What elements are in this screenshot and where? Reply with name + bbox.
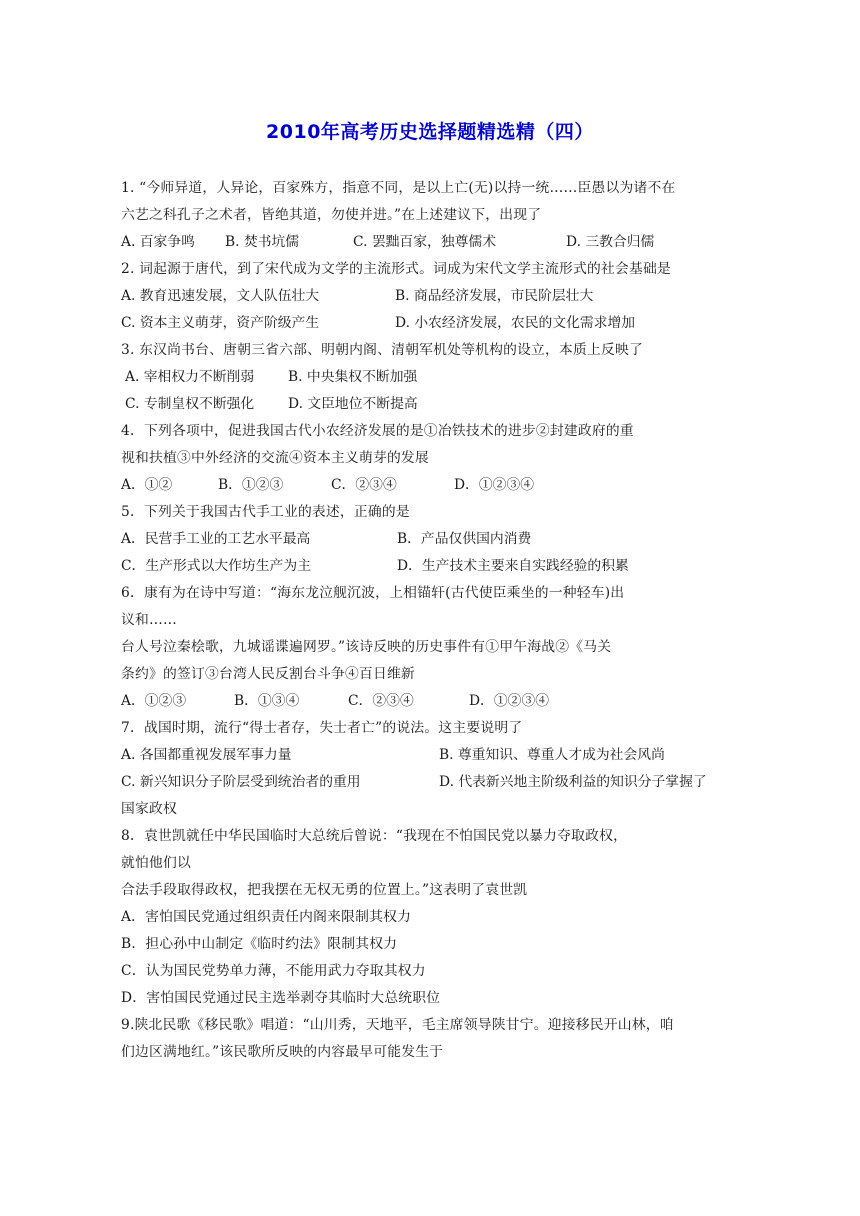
option-c: C. 新兴知识分子阶层受到统治者的重用 [121, 774, 361, 790]
question-8-stem-cont: 合法手段取得政权，把我摆在无权无勇的位置上。”这表明了袁世凯 [121, 882, 528, 898]
question-5-options-row1 [121, 526, 741, 553]
question-6-stem-cont: 议和…… [121, 612, 177, 628]
question-2-options-row1 [121, 283, 741, 310]
option-a: A．①②③ [121, 693, 187, 709]
question-9-stem-cont: 们边区满地红。”该民歌所反映的内容最早可能发生于 [121, 1044, 444, 1060]
question-4-options [121, 472, 741, 499]
option-a: A. 百家争鸣 [121, 234, 195, 250]
option-b: B. 尊重知识、尊重人才成为社会风尚 [439, 747, 665, 763]
question-2-options-row2 [121, 310, 741, 337]
option-d: D．①②③④ [454, 477, 535, 493]
question-8-stem-cont: 就怕他们以 [121, 855, 191, 871]
option-b: B．担心孙中山制定《临时约法》限制其权力 [121, 936, 398, 952]
page-title: 2010年高考历史选择题精选精（四） [266, 121, 594, 143]
option-d: D. 文臣地位不断提高 [288, 396, 418, 412]
question-3-options-row2 [121, 391, 741, 418]
option-c: C．②③④ [348, 693, 414, 709]
option-d: D．生产技术主要来自实践经验的积累 [397, 558, 629, 574]
option-c: C．认为国民党势单力薄，不能用武力夺取其权力 [121, 963, 426, 979]
option-d: D．①②③④ [469, 693, 550, 709]
question-9-stem: 9.陕北民歌《移民歌》唱道：“山川秀，天地平，毛主席领导陕甘宁。迎接移民开山林，咱 [121, 1017, 674, 1033]
option-b: B. 中央集权不断加强 [288, 369, 418, 385]
option-c: C. 罢黜百家，独尊儒术 [353, 234, 497, 250]
question-7-options-row1 [121, 742, 741, 769]
question-5-stem: 5．下列关于我国古代手工业的表述，正确的是 [121, 504, 410, 520]
question-3-options-row1 [121, 364, 741, 391]
option-d: D. 三教合归儒 [566, 234, 655, 250]
option-b: B．①③④ [234, 693, 300, 709]
option-b: B. 商品经济发展，市民阶层壮大 [395, 288, 594, 304]
option-c: C. 资本主义萌芽，资产阶级产生 [121, 315, 320, 331]
option-d: D. 小农经济发展，农民的文化需求增加 [395, 315, 636, 331]
question-3-stem: 3. 东汉尚书台、唐朝三省六部、明朝内阁、清朝军机处等机构的设立，本质上反映了 [121, 342, 644, 358]
option-a: A. 教育迅速发展，文人队伍壮大 [121, 288, 320, 304]
question-list [121, 175, 741, 1066]
option-a: A. 各国都重视发展军事力量 [121, 747, 292, 763]
question-4-stem: 4．下列各项中，促进我国古代小农经济发展的是①冶铁技术的进步②封建政府的重 [121, 423, 634, 439]
option-a: A．①② [121, 477, 173, 493]
option-b: B．产品仅供国内消费 [397, 531, 532, 547]
option-a: A. 宰相权力不断削弱 [125, 369, 255, 385]
question-2-stem: 2. 词起源于唐代，到了宋代成为文学的主流形式。词成为宋代文学主流形式的社会基础是 [121, 261, 672, 277]
option-d: D．害怕国民党通过民主选举剥夺其临时大总统职位 [121, 990, 441, 1006]
option-b: B．①②③ [218, 477, 284, 493]
option-a: A．民营手工业的工艺水平最高 [121, 531, 311, 547]
option-c: C. 专制皇权不断强化 [125, 396, 255, 412]
option-a: A．害怕国民党通过组织责任内阁来限制其权力 [121, 909, 412, 925]
question-1-stem: 1. “今师异道，人异论，百家殊方，指意不同，是以上亡(无)以持一统……臣愚以为诸不在 [121, 180, 676, 196]
question-6-stem-cont: 台人号泣秦桧歌，九城谣谍遍网罗。”该诗反映的历史事件有①甲午海战②《马关 [121, 639, 612, 655]
question-6-stem-cont: 条约》的签订③台湾人民反割台斗争④百日维新 [121, 666, 415, 682]
question-1-stem-cont: 六艺之科孔子之术者，皆绝其道，勿使并进。”在上述建议下，出现了 [121, 207, 542, 223]
option-d: D. 代表新兴地主阶级利益的知识分子掌握了 [439, 774, 707, 790]
option-b: B. 焚书坑儒 [225, 234, 300, 250]
question-7-options-row2 [121, 769, 741, 796]
option-c: C．②③④ [331, 477, 397, 493]
option-c: C．生产形式以大作坊生产为主 [121, 558, 311, 574]
question-7-stem: 7．战国时期，流行“得士者存，失士者亡”的说法。这主要说明了 [121, 720, 523, 736]
question-1-options [121, 229, 741, 256]
question-8-stem: 8．袁世凯就任中华民国临时大总统后曾说：“我现在不怕国民党以暴力夺取政权， [121, 828, 628, 844]
question-6-stem: 6．康有为在诗中写道：“海东龙泣舰沉波，上相锚轩(古代使臣乘坐的一种轻车)出 [121, 585, 625, 601]
question-6-options [121, 688, 741, 715]
question-4-stem-cont: 视和扶植③中外经济的交流④资本主义萌芽的发展 [121, 450, 429, 466]
question-5-options-row2 [121, 553, 741, 580]
question-7-option-d-cont: 国家政权 [121, 801, 177, 817]
